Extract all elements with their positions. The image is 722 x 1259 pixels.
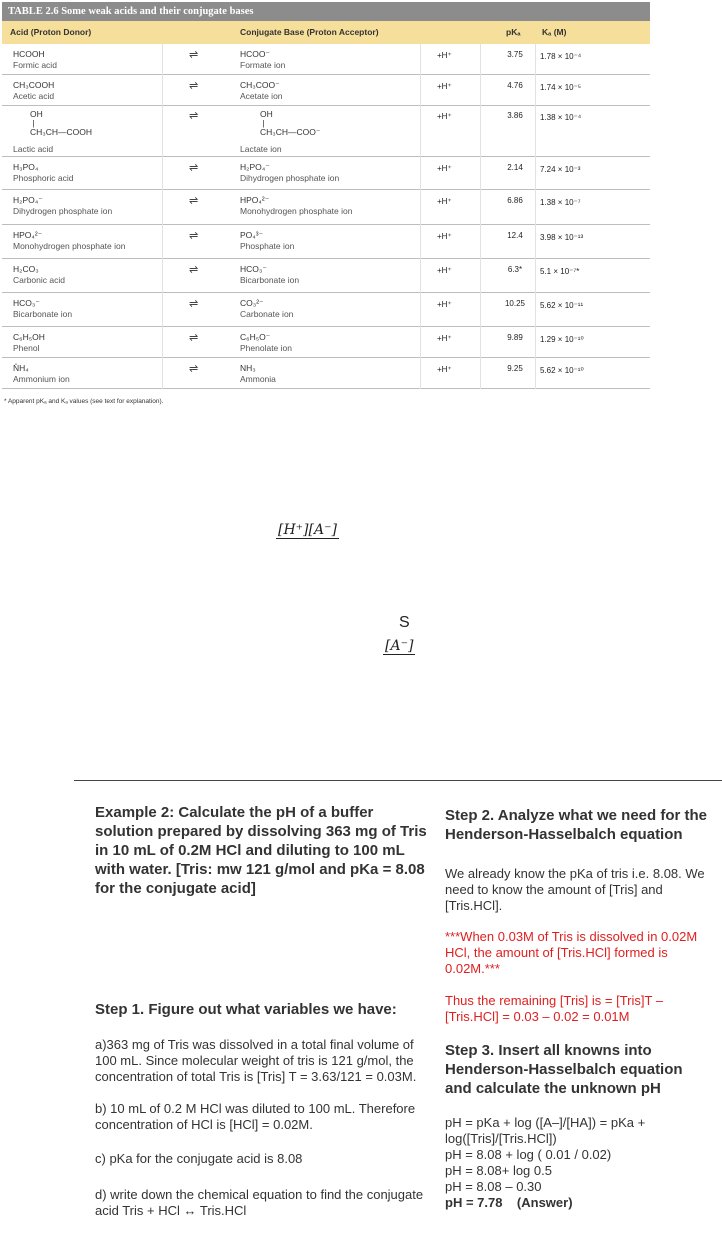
step1-c: c) pKa for the conjugate acid is 8.08	[95, 1151, 303, 1166]
equilibrium-arrow: ⇌	[189, 110, 199, 122]
header-acid: Acid (Proton Donor)	[10, 27, 92, 37]
acid-table	[2, 2, 650, 389]
proton-cell: +H⁺	[437, 164, 452, 173]
acid-name: Phenol	[13, 343, 40, 353]
base-name: Formate ion	[240, 60, 286, 70]
ka-cell: 5.1 × 10⁻⁷*	[540, 267, 580, 276]
answer-line	[445, 1195, 707, 1211]
acid-name: Dihydrogen phosphate ion	[13, 206, 113, 216]
section-divider	[74, 780, 722, 781]
answer-value: pH = 7.78	[445, 1195, 503, 1210]
proton-cell: +H⁺	[437, 197, 452, 206]
answer-tag: (Answer)	[516, 1195, 573, 1210]
base-name: Acetate ion	[240, 91, 283, 101]
table-row	[2, 190, 650, 225]
acid-name: Acetic acid	[13, 91, 55, 101]
step2-title: Step 2. Analyze what we need for the Henderson-Hasselbalch equation	[445, 807, 708, 843]
pka-cell: 10.25	[504, 299, 526, 308]
base-cell: PO₄³⁻	[240, 230, 264, 240]
table-row	[2, 225, 650, 259]
step2-red-note: ***When 0.03M of Tris is dissolved in 0.02M HCl, the amount of [Tris.HCl] formed is 0.02M.***	[445, 929, 698, 976]
acid-cell: H₃PO₄	[13, 162, 39, 172]
table-row	[2, 293, 650, 327]
base-cell: OH | CH₃CH—COO⁻	[260, 109, 321, 137]
equilibrium-arrow: ⇌	[189, 80, 199, 92]
ka-cell: 1.78 × 10⁻⁴	[540, 52, 582, 61]
base-cell: HPO₄²⁻	[240, 195, 270, 205]
equilibrium-arrow: ⇌	[189, 195, 199, 207]
pka-cell: 2.14	[507, 163, 523, 172]
calc-line-4: pH = 8.08 – 0.30	[445, 1179, 542, 1194]
table-row	[2, 44, 650, 75]
column-divider	[420, 44, 421, 389]
acid-cell: N̊H₄	[13, 363, 29, 373]
ka-cell: 1.38 × 10⁻⁷	[540, 198, 581, 207]
equilibrium-arrow: ⇌	[189, 49, 199, 61]
pka-cell: 4.76	[507, 81, 523, 90]
base-name: Carbonate ion	[240, 309, 294, 319]
table-title: TABLE 2.6 Some weak acids and their conjugate bases	[2, 2, 650, 21]
proton-cell: +H⁺	[437, 266, 452, 275]
acid-cell: HCO₃⁻	[13, 298, 40, 308]
calc-line-3: pH = 8.08+ log 0.5	[445, 1163, 552, 1178]
table-row	[2, 259, 650, 293]
formula-denominator: [A⁻]	[385, 638, 414, 654]
pka-cell: 6.3*	[507, 265, 523, 274]
ka-cell: 1.38 × 10⁻⁴	[540, 113, 582, 122]
equilibrium-arrow: ⇌	[189, 230, 199, 242]
acid-name: Monohydrogen phosphate ion	[13, 241, 126, 251]
column-divider	[480, 44, 481, 389]
base-cell: CH₃COO⁻	[240, 80, 280, 90]
column-divider	[162, 44, 163, 389]
example-title: Example 2: Calculate the pH of a buffer solution prepared by dissolving 363 mg of Tris in 10 mL of 0.2M HCl and diluting to 100 mL with water. [Tris: mw 121 g/mol and pKa = 8.08 for the conjugate acid]	[95, 804, 427, 897]
equilibrium-arrow: ⇌	[189, 363, 199, 375]
step2-text: We already know the pKa of tris i.e. 8.08. We need to know the amount of [Tris] and [Tris.HCl].	[445, 866, 705, 913]
base-name: Phenolate ion	[240, 343, 292, 353]
ka-cell: 5.62 × 10⁻¹¹	[540, 301, 584, 310]
step1-b: b) 10 mL of 0.2 M HCl was diluted to 100 mL. Therefore concentration of HCl is [HCl] = 0.02M.	[95, 1101, 416, 1132]
ka-cell: 5.62 × 10⁻¹⁰	[540, 366, 584, 375]
pka-cell: 9.89	[507, 333, 523, 342]
ka-cell: 3.98 × 10⁻¹³	[540, 233, 584, 242]
ka-cell: 1.74 × 10⁻⁵	[540, 83, 582, 92]
example-left-column	[95, 803, 430, 1219]
equilibrium-arrow: ⇌	[189, 298, 199, 310]
pka-cell: 9.25	[507, 364, 523, 373]
table-body	[2, 44, 650, 389]
equilibrium-arrow: ⇌	[189, 162, 199, 174]
table-row	[2, 358, 650, 389]
pka-cell: 3.86	[507, 111, 523, 120]
base-name: Ammonia	[240, 374, 276, 384]
acid-cell: H₂CO₃	[13, 264, 39, 274]
base-name: Bicarbonate ion	[240, 275, 300, 285]
pka-cell: 12.4	[507, 231, 523, 240]
example-right-column	[445, 806, 707, 1211]
base-cell: HCOO⁻	[240, 49, 270, 59]
base-name: Monohydrogen phosphate ion	[240, 206, 353, 216]
ka-cell: 7.24 × 10⁻³	[540, 165, 581, 174]
base-cell: H₂PO₄⁻	[240, 162, 270, 172]
acid-name: Formic acid	[13, 60, 57, 70]
base-cell: CO₃²⁻	[240, 298, 264, 308]
acid-cell: CH₃COOH	[13, 80, 55, 90]
acid-name: Carbonic acid	[13, 275, 65, 285]
proton-cell: +H⁺	[437, 82, 452, 91]
acid-cell: C₆H₅OH	[13, 332, 45, 342]
proton-cell: +H⁺	[437, 365, 452, 374]
acid-cell: HCOOH	[13, 49, 45, 59]
proton-cell: +H⁺	[437, 334, 452, 343]
equilibrium-arrow: ⇌	[189, 264, 199, 276]
step1-d: d) write down the chemical equation to find the conjugate acid Tris + HCl ↔ Tris.HCl	[95, 1187, 424, 1218]
proton-cell: +H⁺	[437, 51, 452, 60]
step2-red-result: Thus the remaining [Tris] is = [Tris]T – [Tris.HCl] = 0.03 – 0.02 = 0.01M	[445, 993, 664, 1024]
acid-name: Ammonium ion	[13, 374, 70, 384]
step1-title: Step 1. Figure out what variables we have:	[95, 1001, 397, 1018]
calc-line-1: pH = pKa + log ([A–]/[HA]) = pKa + log([Tris]/[Tris.HCl])	[445, 1115, 646, 1146]
header-ka: Kₐ (M)	[542, 27, 567, 37]
base-name: Lactate ion	[240, 144, 282, 154]
acid-cell: H₂PO₄⁻	[13, 195, 43, 205]
table-footnote: * Apparent pKₐ and Kₐ values (see text for explanation).	[4, 398, 164, 405]
table-row	[2, 75, 650, 106]
base-cell: C₆H₅O⁻	[240, 332, 271, 342]
table-row	[2, 157, 650, 190]
base-name: Dihydrogen phosphate ion	[240, 173, 340, 183]
table-header	[2, 21, 650, 44]
base-name: Phosphate ion	[240, 241, 295, 251]
proton-cell: +H⁺	[437, 300, 452, 309]
acid-cell: OH | CH₃CH—COOH	[30, 109, 93, 137]
proton-cell: +H⁺	[437, 112, 452, 121]
equilibrium-arrow: ⇌	[189, 332, 199, 344]
header-pka: pKₐ	[506, 27, 521, 37]
ka-cell: 1.29 × 10⁻¹⁰	[540, 335, 584, 344]
table-row	[2, 327, 650, 358]
acid-name: Bicarbonate ion	[13, 309, 73, 319]
base-cell: HCO₃⁻	[240, 264, 267, 274]
calc-line-2: pH = 8.08 + log ( 0.01 / 0.02)	[445, 1147, 612, 1162]
header-base: Conjugate Base (Proton Acceptor)	[240, 27, 379, 37]
formula-s-letter: S	[399, 614, 410, 631]
proton-cell: +H⁺	[437, 232, 452, 241]
formula-numerator: [H⁺][A⁻]	[278, 522, 337, 538]
base-cell: NH₃	[240, 363, 256, 373]
step3-title: Step 3. Insert all knowns into Henderson-Hasselbalch equation and calculate the unknown pH	[445, 1042, 683, 1097]
acid-name: Lactic acid	[13, 144, 54, 154]
pka-cell: 6.86	[507, 196, 523, 205]
step1-a: a)363 mg of Tris was dissolved in a total final volume of 100 mL. Since molecular weight of tris is 121 g/mol, the concentration of total Tris is [Tris] T = 3.63/121 = 0.03M.	[95, 1037, 417, 1084]
acid-name: Phosphoric acid	[13, 173, 74, 183]
acid-cell: HPO₄²⁻	[13, 230, 43, 240]
column-divider	[535, 44, 536, 389]
pka-cell: 3.75	[507, 50, 523, 59]
table-row	[2, 106, 650, 157]
